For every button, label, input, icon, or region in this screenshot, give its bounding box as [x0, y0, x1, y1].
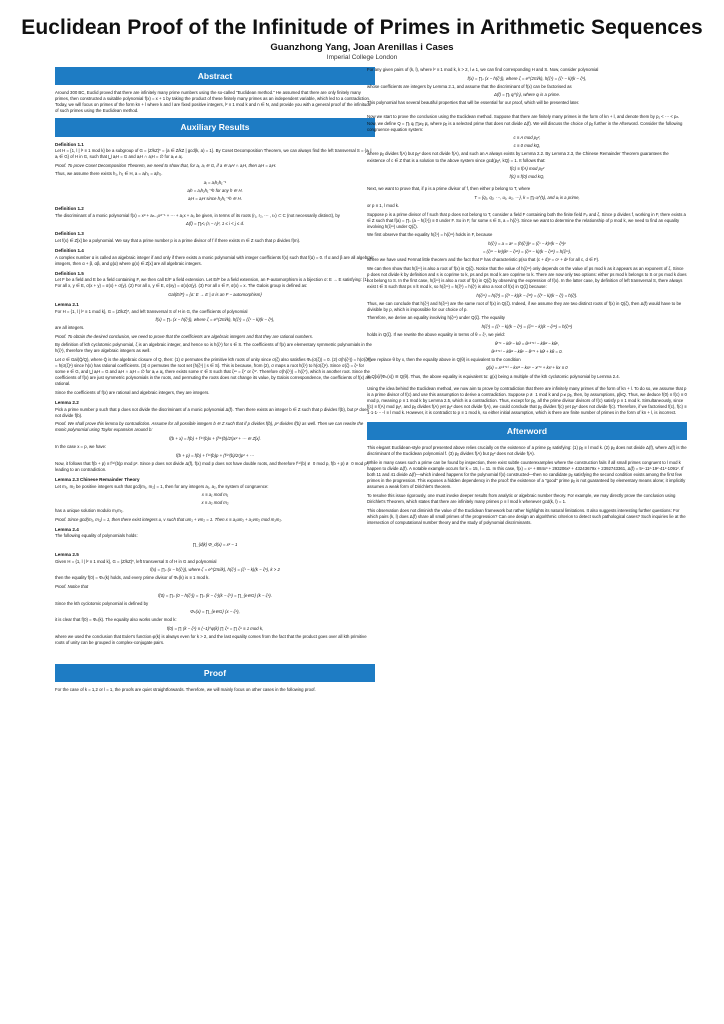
- equation: Gal(E/F) = {σ: E → E | σ is an F − automorphism}: [168, 291, 262, 297]
- equation: θˡ⁺¹ − kθˡ − kθ = θᵖ⁽ˡ⁺¹⁾ − kθᵖˡ − kθᵖ,: [494, 340, 560, 346]
- lemma-2-3-text: Let m₁, m₂ be positive integers such that gcd(m₁, m₂) = 1, then for any integers a₁, a₂, the system of congruence:: [55, 483, 269, 489]
- lemma-2-4-text: The following equality of polynomials holds:: [55, 533, 138, 539]
- equation: h(ζᵖˢ) = h(ζˡᵗ) = (ζˡᵗ − k)(k − ζˡ²ᵗ) = (ζˡᵗ − k)(k − ζᵗ) = h(ζᵗ).: [476, 292, 578, 298]
- definition-1-2-heading: Definition 1.2: [55, 206, 84, 212]
- proof-paragraph: We can then show that h(ζᵖˢ) is also a root of f(x) in Q(ζ). Notice that the value of h(ζᵖˢ) only depends on the value of ps mod k as it appears as an exponent of ζ. Since p does not divide k by definition and s is coprime to k, ps and ps mod k are coprime to k. There are now only two options: either ps mod k belongs to S or ps mod k does not belong to S. In the first case, h(ζᵖˢ) is also a root of f(x) in Q(ζ) by observing the expression of f(x). In the latter case, by definition of left transversal S, there always exist t ∈ S such that ps ≡ lt mod k, so h(ζᵖˢ) = h(ζˡᵗ) = h(ζᵗ) is also a root of f(x) in Q(ζ) because:: [367, 265, 687, 290]
- proof-intro-text: For the case of k = 1,2 or l = 1, the proofs are quiet straightforwards. Therefore, we will mainly focus on other cases in the following proof.: [55, 687, 316, 693]
- proof-banner: Proof: [55, 664, 375, 682]
- definition-1-3-heading: Definition 1.3: [55, 231, 84, 237]
- lemma-2-2-text: Pick a prime number p such that p does not divide the discriminant of a monic polynomial Δ(f). Then there exists an integer b ∈ Z such that p divides f(b), but p² does not divide f(b).: [55, 406, 369, 418]
- afterword-section: [367, 445, 687, 526]
- equation: c ≡ A mod pᵦ²,: [513, 135, 541, 141]
- lemma-2-1-paragraph: By definition of kth cyclotomic polynomial, ζ is an algebraic integer, and hence so is h(ζˢ) for s ∈ S. The coefficients of f(x) are elementary symmetric polynomials in the h(ζˢ), therefore they are algebraic integers as well.: [55, 342, 372, 354]
- equation: aᵢh = aⱼh₂h₁⁻¹h for any h ∈ H.: [187, 187, 243, 193]
- equation: c ≡ 0 mod kQ,: [513, 143, 541, 149]
- definition-1-4-text: A complex number α is called an algebraic integer if and only if there exists a monic polynomial with integer coefficients f(x) such that f(α) = 0. If α and β are all algebraic integers, then α + β, αβ, and g(α) where g(x) ∈ Z[x] are all algebraic integers.: [55, 254, 375, 266]
- definition-1-5-text: Let F be a field and E be a field containing F, we then call E/F a field extension. Let E/F be a field extension, an F-automorphism is a bijection σ: E → E satisfying: (1) For all x, y ∈ E, σ(x + y) = σ(x) + σ(y). (2) For all x, y ∈ E, σ(xy) = σ(x)σ(y). (3) For all x ∈ F, σ(x) = x. The Galois group is defined as:: [55, 277, 369, 289]
- definition-1-4-heading: Definition 1.4: [55, 247, 84, 253]
- lemma-2-1-proof: Proof. To obtain the desired conclusion, we need to prove that the coefficients are algebraic integers and that they are rational numbers.: [55, 333, 314, 339]
- equation: aᵢH = aⱼH since h₂h₁⁻¹h ∈ H.: [188, 196, 242, 202]
- equation: f(b + p) = f(b) + f⁽¹⁾(b)p + (f⁽²⁾(b)/2!)p² + ⋯: [176, 452, 254, 458]
- lemma-2-3-text-2: has a unique solution modulo m₁m₂.: [55, 508, 124, 514]
- equation: Φₖ(x) = ∏_{e∈G} (x − ζᵉ),: [190, 609, 240, 615]
- lemma-2-5-text-3: Since the kth cyclotomic polynomial is defined by: [55, 600, 149, 606]
- definition-1-3-text: Let f(x) ∈ Z[x] be a polynomial. We say that a prime number p is a prime divisor of f if there exists m ∈ Z such that p divides f(m).: [55, 237, 301, 243]
- equation: aᵢ = aⱼh₂h₁⁻¹: [203, 179, 227, 185]
- poster-title: Euclidean Proof of the Infinitude of Primes in Arithmetic Sequences: [21, 16, 703, 39]
- equation: θᵖ⁽ˡ⁺¹⁾ − kθᵖˡ − kθᵖ − θˡ⁺¹ + kθˡ + kθ = 0.: [491, 348, 563, 354]
- lemma-2-5-proof: Proof. Notice that: [55, 583, 89, 589]
- lemma-2-2-text-3: Now, it follows that f(b + p) ≡ f⁽¹⁾(b)p mod p². Since p does not divide Δ(f), f(x) mod p does not have double roots, and therefore f⁽¹⁾(b) ≢ 0 mod p, f(b + p) ≢ 0 mod p², leading to an contradiction.: [55, 460, 370, 472]
- lemma-2-2-text-2: In the case x = p, we have:: [55, 444, 107, 450]
- proof-paragraph: We first observe that the equality h(ζˢ) = h(ζᵖˢ) holds in F, because: [367, 232, 493, 238]
- poster-institution: Imperial College London: [326, 54, 398, 61]
- equation: f(c) ≡ f(0) mod kQ,: [509, 174, 545, 180]
- lemma-2-2-proof: Proof. We shall prove this lemma by contradiction. Assume for all possible integers b ∈ Z such that if p divides f(b), p² divides f(b) as well. Then we can rewrite the monic polynomial using Taylor expansion around b:: [55, 421, 364, 433]
- equation: h(ζˢ) = a = aᵖ = (h(ζˢ))ᵖ = (ζˢ − k)ᵖ(k − ζˡˢ)ᵖ: [488, 240, 566, 246]
- proof-paragraph: Suppose p is a prime divisor of f such that p does not belong to T, consider a field F containing both the finite field Fₚ and ζ. Since p divides f, working in F, there exists a ∈ Z such that f(a) = ∏ₛ (a − h(ζˢ)) ≡ 0 under F. So in F, for some s ∈ S, a = h(ζˢ). Since we want to determine the relationship of p mod k, we need to find an equality involving h(ζᵖˢ) under Q(ζ).: [367, 211, 686, 229]
- equation: Δ(f) = ∏ᵢ<ⱼ (rᵢ − rⱼ)², 1 ≤ i < j ≤ d.: [185, 221, 245, 227]
- poster-authors: Guanzhong Yang, Joan Arenillas i Cases: [270, 42, 454, 53]
- lemma-2-5-text: Given H = {1, l | l² ≡ 1 mod k}, G = (Z/kZ)*, left transversal S of H in G and polynomial: [55, 558, 217, 564]
- definition-1-5-heading: Definition 1.5: [55, 270, 84, 276]
- abstract-banner: Abstract: [55, 67, 375, 85]
- definition-1-1-heading: Definition 1.1: [55, 141, 84, 147]
- lemma-2-3-proof: Proof. Since gcd(m₁, m₂) = 1, then there exist integers u, v such that um₁ + vm₂ = 1. Then x ≡ a₁um₁ + a₂vm₂ mod m₁m₂.: [55, 516, 283, 522]
- proof-paragraph: Next, we want to prove that, if p is a prime divisor of f, then either p belong to T, where: [367, 186, 531, 192]
- poster-header: [0, 0, 724, 66]
- proof-paragraph: This polynomial has several beautiful properties that will be essential for our proof, which will be presented later.: [367, 100, 580, 106]
- afterword-banner: Afterword: [367, 422, 687, 440]
- equation: ∏_{d|k} Φ_d(x) = xᵏ − 1: [192, 542, 238, 548]
- equation: x ≡ a₁ mod m₁: [201, 492, 229, 498]
- lemma-2-3-heading: Lemma 2.3 Chinese Remainder Theory: [55, 476, 140, 482]
- lemma-2-1-paragraph: Since the coefficients of f(x) are rational and algebraic integers, they are integers.: [55, 390, 210, 396]
- lemma-2-1-paragraph: Let σ ∈ Gal(Q̄/Q), where Q̄ is the algebraic closure of Q, then: (1) σ permutes the primitive kth roots of unity since σ(ζ) also satisfies Φₖ(σ(ζ)) = 0. (2) σ(h(ζˢ)) = h(σ(ζˢ)) = h(σ(ζ)ˢ) since h(x) has rational coefficients. (3) σ permutes the root set {h(ζˢ) | s ∈ S}. This is because, from (2), σ maps a root h(ζˢ) to h(σ(ζ)ˢ). Since σ(ζ) = ζᵉ for some e ∈ G, and ⋃ aᵢH = G and aᵢH ∩ aⱼH = ∅ for aᵢ ≠ aⱼ, there exists some s' ∈ S such that ζᵉˢ = ζˢ' or ζˡˢ'. Therefore σ(h(ζˢ)) = h(ζˢ'), which is another root. Since the coefficients of f(x) are just symmetric polynomials in the roots, and permuting the roots does not change its value, by Galois correspondence, the coefficients of f(x) are rational.: [55, 357, 372, 387]
- definition-1-2-text: The discriminant of a monic polynomial f(x) = xᵈ + aₙ₋₁xᵈ⁻¹ + ⋯ + a₁x + a₀ be given, in terms of its roots (r₁, r₂, ⋯ , rₙ) ⊂ C (not necessarily distinct), by: [55, 212, 340, 218]
- equation: f(x) = ∏ₛ (x − h(ζˢ)), where ζ = e^(2πi/k), h(ζˢ) = (ζˢ − k)(k − ζˡˢ),: [467, 75, 587, 81]
- lemma-2-5-heading: Lemma 2.5: [55, 552, 79, 558]
- equation: = (ζᵖˢ − kᵖ)(kᵖ − ζᵖˡˢ) = (ζᵖˢ − k)(k − ζᵖˡˢ) = h(ζᵖˢ),: [482, 249, 572, 255]
- equation: g(x) = xᵖ⁽ˡ⁺¹⁾ − kxᵖˡ − kxᵖ − xˡ⁺¹ + kxˡ + kx ≡ 0: [486, 365, 568, 371]
- definition-1-1-text: Let H = {1, l | l² ≡ 1 mod k} be a subgroup of G = (Z/kZ)* = {a ∈ Z/kZ | gcd(k, a) = 1}. By Coset Decomposition Theorem, we can always find the left transversal S = {aᵢ | aᵢ ∈ G} of H in G, such that ⋃ aᵢH = G and aᵢH ∩ aⱼH = ∅ for aᵢ ≠ aⱼ.: [55, 148, 372, 160]
- lemma-2-5-text-2: then the equality f(0) = Φₖ(k) holds, and every prime divisor of Φₖ(k) is ≡ 1 mod k.: [55, 575, 210, 581]
- equation: h(ζˢ) = (ζˢ − k)(k − ζˡˢ) = (ζᵖˢ − k)(k − ζᵖˡˢ) = h(ζᵖˢ): [481, 324, 573, 329]
- equation: f(x) = ∏ₛ (x − h(ζˢ)), where ζ = e^(2πi/k), h(ζˢ) = (ζˢ − k)(k − ζˡˢ), k > 2: [150, 567, 280, 573]
- lemma-2-5-text-5: where we used the conclusion that Euler's function φ(k) is always even for k > 2, and the last equality comes from the fact that the product goes over all kth primitive roots of unity can be grouped in complex-conjugate pairs.: [55, 634, 367, 646]
- abstract-text: Around 300 BC, Euclid proved that there are infinitely many prime numbers using the so-called "Euclidean method." He assumed that there are only finitely many primes, then constructed a suitable polynomial f(x) = x + 1 by taking the product of these finitely many primes as an independent variable, which led to a contradiction. Today, we will focus on primes of the form kn + l where k and l are fixed positive integers, l² ≡ 1 mod k and n ∈ N, and provide you with a general proof of the infinitude of such primes using the Euclidean method.: [55, 90, 372, 114]
- afterword-paragraph: While in many cases such a prime can be found by inspection, there exist subtle counterexamples where the construction fails if all small primes congruent to l mod k happen to divide Δ(f). A notable example occurs for k = 15, l = 11. In this case, f(x) = x⁴ + 884x³ + 293206x² + 43243679x + 2392743361, Δ(f) = 5⁴·11²·19²·41²·1091². If both 11 and 41 divide Δ(f)—which indeed happens for the polynomial f(x) constructed—then no candidate pᵦ satisfying the second condition exists among the first few primes in the progression. This exposes a hidden dependency in the proof: the existence of a "good" prime pᵦ is not guaranteed by elementary means alone; it implicitly assumes a weak form of Dirichlet's theorem.: [367, 459, 686, 490]
- equation: f(c) ≡ f(A) mod pᵦ²: [509, 166, 545, 172]
- proof-paragraph: where we have used Fermat little theorem and the fact that F has characteristic p(so that (c + d)ᵖ = cᵖ + dᵖ for all c, d ∈ F).: [367, 257, 600, 263]
- lemma-2-4-heading: Lemma 2.4: [55, 526, 79, 532]
- proof-paragraph: in Q[x]/(Φₖ(x)) ≅ Q(θ). Thus, the above equality is equivalent to: g(x) being a multiple of the kth cyclotomic polynomial by Lemma 2.4.: [367, 373, 620, 379]
- proof-paragraph: Using the idea behind the Euclidean method, we now aim to prove by contradiction that there are infinitely many primes of the form of kn + l. To do so, we assume that p is a prime divisor of f(c) and use this assumption to derive a contradiction. Suppose p ≢ 1 mod k and p ≠ pᵦ, then, by assumptions, p|kQ. Thus, we deduce f(0) ≡ f(c) ≡ 0 mod p, meaning p ≡ 1 mod k by Lemma 2.5, which is a contradiction. Thus, except for pᵦ, all the prime divisor divisors of f(c) satisfy p ≡ 1 mod k. Simultaneously, since f(c) ≡ f(A) mod pᵦ², and pᵦ divides f(A) yet pᵦ² does not divide f(A), we could conclude that pᵦ divides f(c) yet pᵦ² does not divide f(c). Therefore, if we factorised f(c), f(c) ≡ 1·1·1·⋯·l ≡ l mod k. However, it is contradict to p ≡ 1 mod k, so either initial assumption, which is there are finite number of primes in the form of kn + l, is incorrect.: [367, 385, 687, 416]
- lemma-2-1-text: For H = {1, l | l² ≡ 1 mod k}, G = (Z/kZ)*, and left transversal S of H in G, the coefficients of polynomial: [55, 308, 248, 314]
- equation: T = {q₁, q₂, ⋯, u₁, u₂, ⋯}, k = ∏ᵢ uᵢ^(tᵢ), and uᵢ is a prime,: [474, 194, 580, 200]
- definition-1-1-proof-2: Thus, we assume there exists h₁, h₂ ∈ H, a = aᵢh₁ = aⱼh₂.: [55, 171, 163, 177]
- equation: x ≡ a₂ mod m₂: [201, 500, 229, 506]
- lemma-2-5-text-4: it is clear that f(0) = Φₖ(k). The equality also works under mod k:: [55, 617, 177, 623]
- proof-paragraph: For any given pairs of (k, l), where l² ≡ 1 mod k, k > 2, l ≠ 1, we can find corresponding H and S. Now, consider polynomial: [367, 67, 599, 72]
- right-column: [367, 67, 687, 1017]
- lemma-2-1-text-2: are all integers.: [55, 325, 85, 331]
- lemma-2-2-heading: Lemma 2.2: [55, 400, 79, 406]
- afterword-paragraph: To resolve this issue rigorously, one must invoke deeper results from analytic or algebraic number theory. For example, we may directly prove the conclusion using Dirichlet's Theorem, which states that there are infinitely many primes p ≡ l mod k whenever gcd(k, l) = 1.: [367, 492, 676, 504]
- auxiliary-section: [55, 142, 375, 647]
- equation: f(x) = ∏ₛ (x − h(ζˢ)), where ζ = e^(2πi/k), h(ζˢ) = (ζˢ − k)(k − ζˡˢ),: [155, 317, 275, 323]
- afterword-paragraph: This observation does not diminish the value of the Euclidean framework but rather highlights its natural limitations. It also suggests interesting further questions: For which pairs (k, l) does Δ(f) share all small primes of the progression? Can one design an algorithmic criterion to detect such pathological cases? Such inquiries lie at the intersection of computational number theory and the study of polynomial discriminants.: [367, 507, 686, 525]
- proof-paragraph: or p ≡ 1, l mod k.: [367, 203, 400, 208]
- afterword-paragraph: This elegant Euclidean-style proof presented above relies crucially on the existence of a prime pᵦ satisfying: (1) pᵦ ≡ l mod k. (2) pᵦ does not divide Δ(f), where Δ(f) is the discriminant of the Euclidean polynomial f. (3) pᵦ divides f(A) but pᵦ² does not divide f(A).: [367, 445, 687, 457]
- proof-paragraph: Now we start to prove the conclusion using the Euclidean method. Suppose that there are finitely many primes in the form of kn + l, and denote them by p₁ < ⋯ < pₙ. Now, we define Q = ∏ᵢ qᵢ ∏ⱼ≠ᵦ pⱼ, where pᵦ is a selected prime that does not divide Δ(f). We will discuss the choice of pᵦ further in the Afterword. Consider the following congruence equation system:: [367, 114, 683, 132]
- equation: f(b + x) = f(b) + f⁽¹⁾(b)x + (f⁽²⁾(b)/2!)x² + ⋯ ∈ Z[x].: [169, 436, 261, 442]
- equation: f(0) = ∏ₛ (0 − h(ζˢ)) = ∏ₛ (k − ζˢ)(k − ζˡˢ) = ∏_{e∈G} (k − ζᵉ).: [158, 592, 272, 598]
- proof-paragraph: holds in Q(ζ). If we rewrite the above equality in terms of θ = ζˢ, we yield:: [367, 332, 505, 338]
- lemma-2-1-heading: Lemma 2.1: [55, 301, 79, 307]
- definition-1-1-proof: Proof. To prove Coset Decomposition Theorem, we need to show that, for aᵢ, aⱼ ∈ G, if a ∈ aᵢH ∩ aⱼH, then aᵢH = aⱼH.: [55, 162, 277, 168]
- left-column: [55, 67, 375, 1017]
- auxiliary-banner: Auxiliary Results: [55, 118, 375, 136]
- proof-paragraph: Thus, we can conclude that h(ζˢ) and h(ζᵖˢ) are the same root of f(x) in Q(ζ). Indeed, if we assume they are two distinct roots of f(x) in Q(ζ), then Δ(f) would have to be divisible by p, which is impossible for our choice of p.: [367, 300, 682, 312]
- proof-continued-section: [367, 67, 687, 416]
- abstract-section: [55, 90, 375, 114]
- proof-paragraph: whose coefficients are integers by Lemma 2.1, and assume that the discriminant of f(x) can be factorised as: [367, 83, 572, 89]
- proof-paragraph: Therefore, we derive an equality involving h(ζᵖˢ) under Q(ζ). The equality: [367, 315, 505, 321]
- proof-paragraph: If we replace θ by x, then the equality above in Q(θ) is equivalent to the condition: [367, 356, 521, 362]
- proof-paragraph: where pᵦ divides f(A) but pᵦ² does not divide f(A), and such an A always exists by Lemma 2.2. By Lemma 2.3, the Chinese Remainder Theorem guarantees the existence of c ∈ Z that is a solution to the above system since gcd(pᵦ², kQ) = 1. It follows that:: [367, 151, 669, 163]
- equation: f(0) = ∏ (k − ζᵉ) ≡ (−1)^φ(k) ∏ ζᵉ = ∏ ζᵉ ≡ 1 mod k,: [166, 625, 264, 631]
- equation: Δ(f) = ∏ᵢ qᵢ^(rᵢ), where qᵢ is a prime.: [493, 92, 561, 98]
